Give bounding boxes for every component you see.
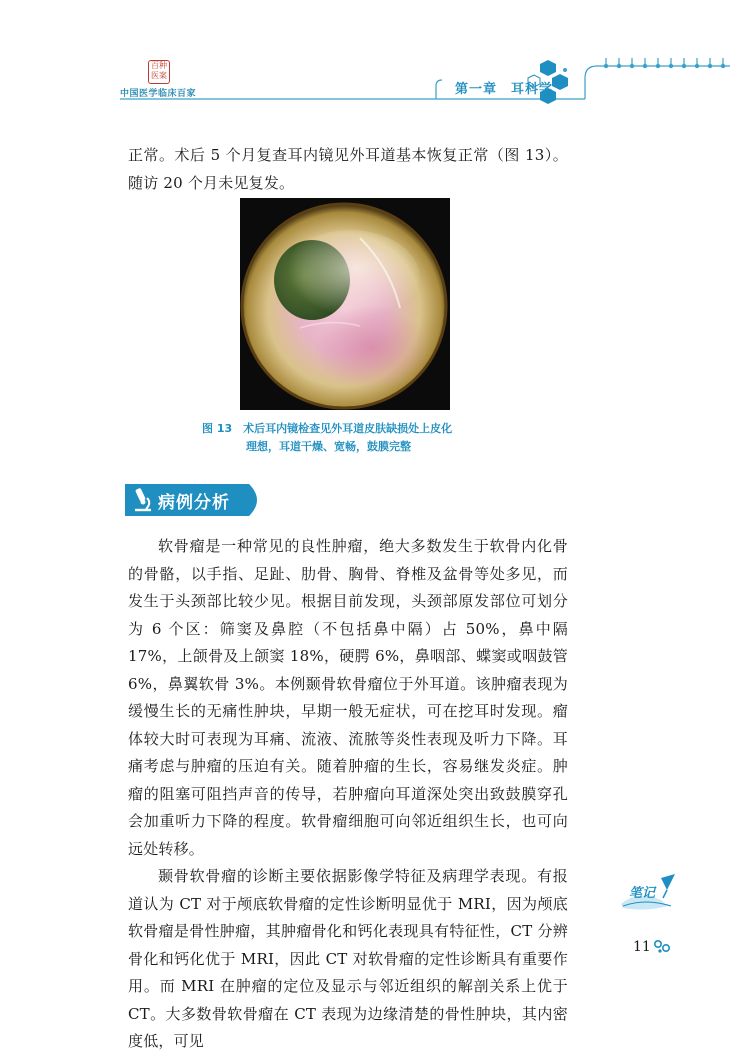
chapter-title: 第一章 耳科学 — [455, 82, 554, 97]
page-header — [0, 0, 730, 110]
paragraph: 软骨瘤是一种常见的良性肿瘤，绝大多数发生于软骨内化骨的骨骼，以手指、足趾、肋骨、胸骨、脊椎及盆骨等处多见，而发生于头颈部比较少见。根据目前发现，头颈部原发部位可划分为 6 个区：筛窦及鼻腔（不包括鼻中隔）占 50%，鼻中隔 17%，上颌骨及上颌窦 18%，硬腭 6%，鼻咽部、蝶窦或咽鼓管 6%，鼻翼软骨 3%。本例颞骨软骨瘤位于外耳道。该肿瘤表现为缓慢生长的无痛性肿块，早期一般无症状，可在挖耳时发现。瘤体较大时可表现为耳痛、流液、流脓等炎性表现及听力下降。耳痛考虑与肿瘤的压迫有关。随着肿瘤的生长，容易继发炎症。肿瘤的阻塞可阻挡声音的传导，若肿瘤向耳道深处突出致鼓膜穿孔会加重听力下降的程度。软骨瘤细胞可向邻近组织生长，也可向远处转移。 — [128, 537, 568, 858]
notes-label: 笔记 — [629, 886, 656, 901]
paragraph: 正常。术后 5 个月复查耳内镜见外耳道基本恢复正常（图 13）。随访 20 个月未见复发。 — [128, 146, 568, 192]
publisher-logo: 百种 医案 — [148, 60, 170, 84]
endoscopy-image — [240, 198, 450, 410]
section-title: 病例分析 — [158, 493, 230, 513]
paragraph: 颞骨软骨瘤的诊断主要依据影像学特征及病理学表现。有报道认为 CT 对于颅底软骨瘤的定性诊断明显优于 MRI，因为颅底软骨瘤是骨性肿瘤，其肿瘤骨化和钙化表现具有特征性，CT 分辨骨化和钙化优于 MRI，因此 CT 对软骨瘤的定性诊断具有重要作用。而 MRI 在肿瘤的定位及显示与邻近组织的解剖关系上优于 CT。大多数骨软骨瘤在 CT 表现为边缘清楚的骨性肿块，其内密度低，可见 — [128, 867, 568, 1050]
caption-line-2: 理想，耳道干燥、宽畅，鼓膜完整 — [246, 440, 411, 453]
header-decoration — [0, 0, 730, 110]
caption-line-1: 图 13 术后耳内镜检查见外耳道皮肤缺损处上皮化 — [202, 422, 453, 435]
endoscopy-figure — [240, 198, 450, 410]
paragraph-top — [128, 142, 568, 197]
figure-caption — [202, 420, 522, 456]
page-number: 11 — [633, 939, 651, 955]
page-decoration-icon — [652, 938, 674, 954]
series-title: 中国医学临床百家 — [120, 89, 197, 99]
notes-badge — [617, 872, 679, 912]
paragraphs — [128, 533, 568, 1056]
